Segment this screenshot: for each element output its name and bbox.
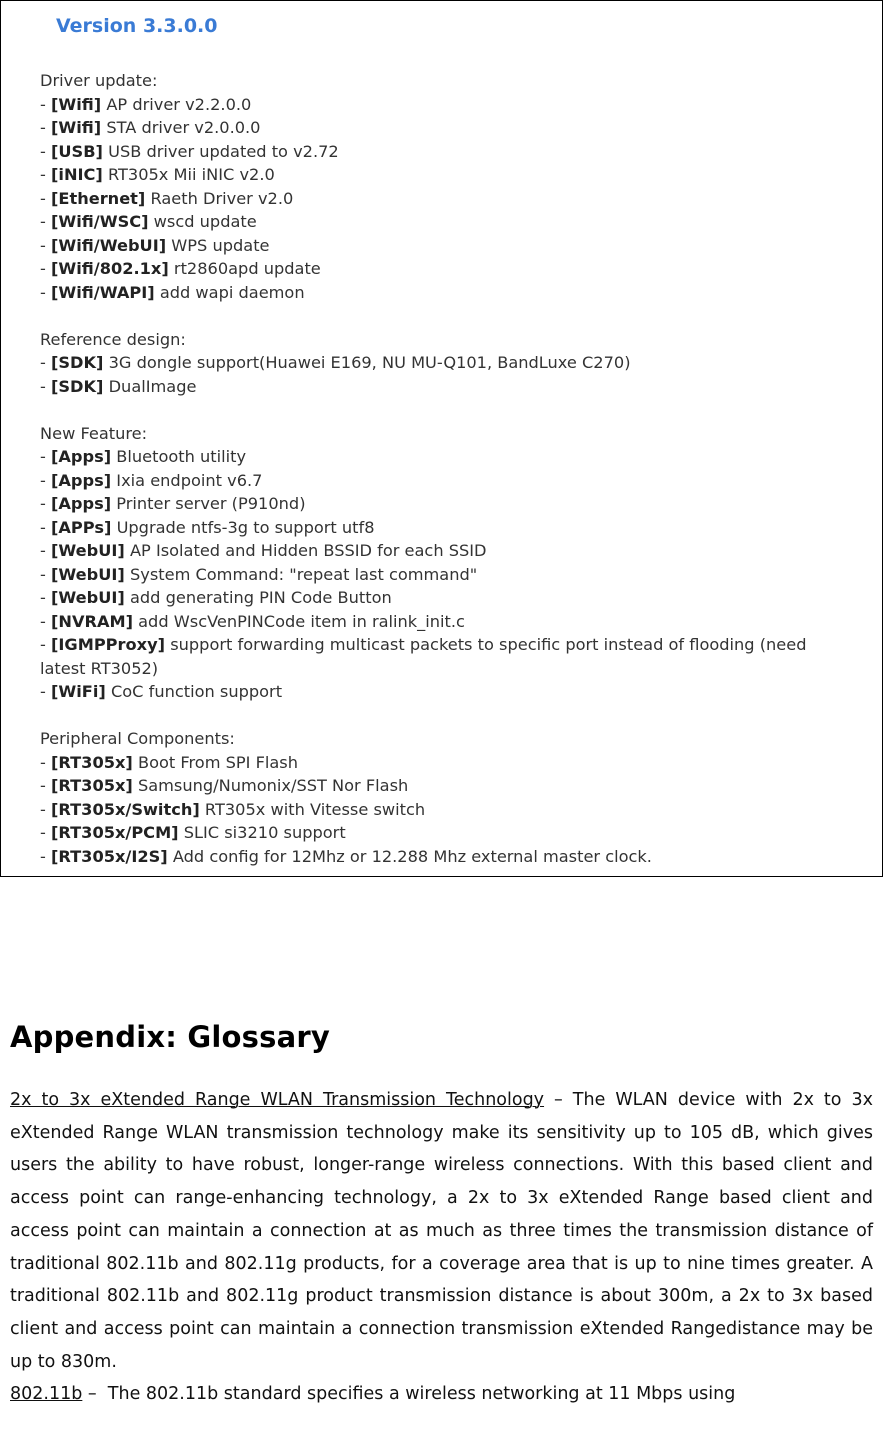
item-text: System Command: "repeat last command" bbox=[129, 564, 478, 584]
item-tag: [RT305x/I2S] bbox=[51, 846, 168, 866]
list-item: - [Apps] Bluetooth utility bbox=[40, 447, 247, 466]
version-title: Version 3.3.0.0 bbox=[56, 15, 218, 37]
term-separator: – bbox=[82, 1384, 108, 1405]
list-item: - [SDK] 3G dongle support(Huawei E169, NU MU-Q101, BandLuxe C270) bbox=[40, 353, 631, 372]
item-text: Upgrade ntfs-3g to support utf8 bbox=[116, 517, 375, 537]
item-text: Boot From SPI Flash bbox=[137, 752, 299, 772]
list-item: - [Wifi/WebUI] WPS update bbox=[40, 235, 270, 255]
item-tag: [RT305x/Switch] bbox=[51, 799, 200, 819]
item-tag: [RT305x/PCM] bbox=[51, 823, 179, 842]
section-peripheral-components bbox=[40, 727, 840, 868]
list-item: - [WebUI] AP Isolated and Hidden BSSID for each SSID bbox=[40, 541, 487, 560]
list-item: - [RT305x] Samsung/Numonix/SST Nor Flash bbox=[40, 776, 409, 795]
item-tag: [NVRAM] bbox=[51, 611, 133, 631]
item-tag: [IGMPProxy] bbox=[51, 635, 166, 654]
section-reference-design bbox=[40, 328, 840, 399]
list-item: - [Wifi/WSC] wscd update bbox=[40, 212, 257, 231]
list-item: - [Wifi/WAPI] add wapi daemon bbox=[40, 282, 305, 302]
item-text: Ixia endpoint v6.7 bbox=[116, 470, 263, 490]
item-text: Printer server (P910nd) bbox=[116, 494, 306, 513]
section-heading: Driver update: bbox=[40, 71, 158, 90]
item-text: USB driver updated to v2.72 bbox=[108, 141, 339, 161]
item-tag: [iNIC] bbox=[51, 165, 103, 184]
list-item: - [NVRAM] add WscVenPINCode item in ralink_init.c bbox=[40, 611, 465, 631]
list-item: - [RT305x/I2S] Add config for 12Mhz or 12.288 Mhz external master clock. bbox=[40, 846, 652, 866]
list-item: - [Wifi] AP driver v2.2.0.0 bbox=[40, 94, 252, 114]
item-text: rt2860apd update bbox=[173, 259, 321, 278]
section-new-feature bbox=[40, 422, 840, 704]
changelog-body bbox=[40, 69, 840, 892]
item-text: Add config for 12Mhz or 12.288 Mhz external master clock. bbox=[172, 846, 652, 866]
item-tag: [APPs] bbox=[51, 517, 112, 537]
list-item: - [RT305x/PCM] SLIC si3210 support bbox=[40, 823, 346, 842]
section-heading: Peripheral Components: bbox=[40, 729, 235, 748]
item-tag: [SDK] bbox=[51, 376, 104, 396]
list-item: - [iNIC] RT305x Mii iNIC v2.0 bbox=[40, 165, 275, 184]
list-item: - [Apps] Printer server (P910nd) bbox=[40, 494, 306, 513]
list-item: - [Apps] Ixia endpoint v6.7 bbox=[40, 470, 263, 490]
item-tag: [Apps] bbox=[51, 470, 112, 490]
item-tag: [Apps] bbox=[51, 447, 112, 466]
item-text: DualImage bbox=[108, 376, 197, 396]
glossary-entry bbox=[10, 1378, 873, 1411]
section-driver-update bbox=[40, 69, 840, 304]
item-tag: [Wifi] bbox=[51, 94, 102, 114]
item-text: WPS update bbox=[171, 235, 270, 255]
list-item: - [Ethernet] Raeth Driver v2.0 bbox=[40, 188, 294, 208]
item-text: add WscVenPINCode item in ralink_init.c bbox=[138, 611, 465, 631]
item-tag: [WiFi] bbox=[51, 682, 106, 701]
list-item: - [Wifi/802.1x] rt2860apd update bbox=[40, 259, 321, 278]
list-item: - [APPs] Upgrade ntfs-3g to support utf8 bbox=[40, 517, 375, 537]
item-tag: [Wifi/WAPI] bbox=[51, 282, 155, 302]
item-tag: [Ethernet] bbox=[51, 188, 146, 208]
item-tag: [Wifi/WSC] bbox=[51, 212, 149, 231]
glossary-term: 802.11b bbox=[10, 1384, 83, 1405]
item-tag: [WebUI] bbox=[51, 588, 125, 607]
item-text: SLIC si3210 support bbox=[183, 823, 346, 842]
item-text: support forwarding multicast packets to specific port instead of flooding (need latest RT3052) bbox=[40, 635, 807, 678]
item-text: wscd update bbox=[153, 212, 257, 231]
item-text: add generating PIN Code Button bbox=[129, 588, 392, 607]
item-text: add wapi daemon bbox=[159, 282, 305, 302]
item-tag: [Apps] bbox=[51, 494, 112, 513]
item-tag: [RT305x] bbox=[51, 752, 133, 772]
item-text: STA driver v2.0.0.0 bbox=[106, 118, 261, 137]
glossary-section bbox=[10, 1000, 873, 1411]
item-text: RT305x with Vitesse switch bbox=[204, 799, 426, 819]
item-text: 3G dongle support(Huawei E169, NU MU-Q101, BandLuxe C270) bbox=[108, 353, 631, 372]
item-tag: [WebUI] bbox=[51, 541, 125, 560]
item-text: AP Isolated and Hidden BSSID for each SSID bbox=[129, 541, 487, 560]
glossary-definition: The 802.11b standard specifies a wireless networking at 11 Mbps using bbox=[107, 1384, 736, 1405]
list-item: - [SDK] DualImage bbox=[40, 376, 197, 396]
list-item: - [Wifi] STA driver v2.0.0.0 bbox=[40, 118, 261, 137]
list-item: - [WebUI] System Command: "repeat last command" bbox=[40, 564, 478, 584]
item-tag: [Wifi/802.1x] bbox=[51, 259, 169, 278]
item-tag: [Wifi/WebUI] bbox=[51, 235, 167, 255]
section-heading: New Feature: bbox=[40, 423, 148, 443]
glossary-title: Appendix: Glossary bbox=[10, 1020, 330, 1054]
item-text: Bluetooth utility bbox=[116, 447, 247, 466]
item-text: Raeth Driver v2.0 bbox=[150, 188, 294, 208]
item-tag: [SDK] bbox=[51, 353, 104, 372]
item-text: CoC function support bbox=[110, 682, 283, 701]
list-item: - [WiFi] CoC function support bbox=[40, 682, 283, 701]
item-tag: [Wifi] bbox=[51, 118, 102, 137]
item-tag: [WebUI] bbox=[51, 564, 125, 584]
list-item: - [RT305x/Switch] RT305x with Vitesse switch bbox=[40, 799, 426, 819]
list-item: - [IGMPProxy] support forwarding multicast packets to specific port instead of flooding (need latest RT3052) bbox=[40, 635, 807, 678]
section-heading: Reference design: bbox=[40, 329, 186, 349]
item-tag: [RT305x] bbox=[51, 776, 133, 795]
item-tag: [USB] bbox=[51, 141, 103, 161]
item-text: RT305x Mii iNIC v2.0 bbox=[107, 165, 275, 184]
item-text: AP driver v2.2.0.0 bbox=[106, 94, 252, 114]
glossary-entry bbox=[10, 1084, 873, 1378]
list-item: - [RT305x] Boot From SPI Flash bbox=[40, 752, 299, 772]
list-item: - [WebUI] add generating PIN Code Button bbox=[40, 588, 392, 607]
list-item: - [USB] USB driver updated to v2.72 bbox=[40, 141, 339, 161]
glossary-definition: The WLAN device with 2x to 3x eXtended Range WLAN transmission technology make its sensitivity up to 105 dB, which gives users the ability to have robust, longer-range wireless connections. With this based client and access point can range-enhancing technology, a 2x to 3x eXtended Range based client and access point can maintain a connection at as much as three times the transmission distance of traditional 802.11b and 802.11g products, for a coverage area that is up to nine times greater. A traditional 802.11b and 802.11g product transmission distance is about 300m, a 2x to 3x based client and access point can maintain a connection transmission eXtended Rangedistance may be up to 830m. bbox=[10, 1090, 873, 1372]
term-separator: – bbox=[544, 1090, 573, 1110]
item-text: Samsung/Numonix/SST Nor Flash bbox=[137, 776, 409, 795]
glossary-term: 2x to 3x eXtended Range WLAN Transmission Technology bbox=[10, 1090, 545, 1110]
